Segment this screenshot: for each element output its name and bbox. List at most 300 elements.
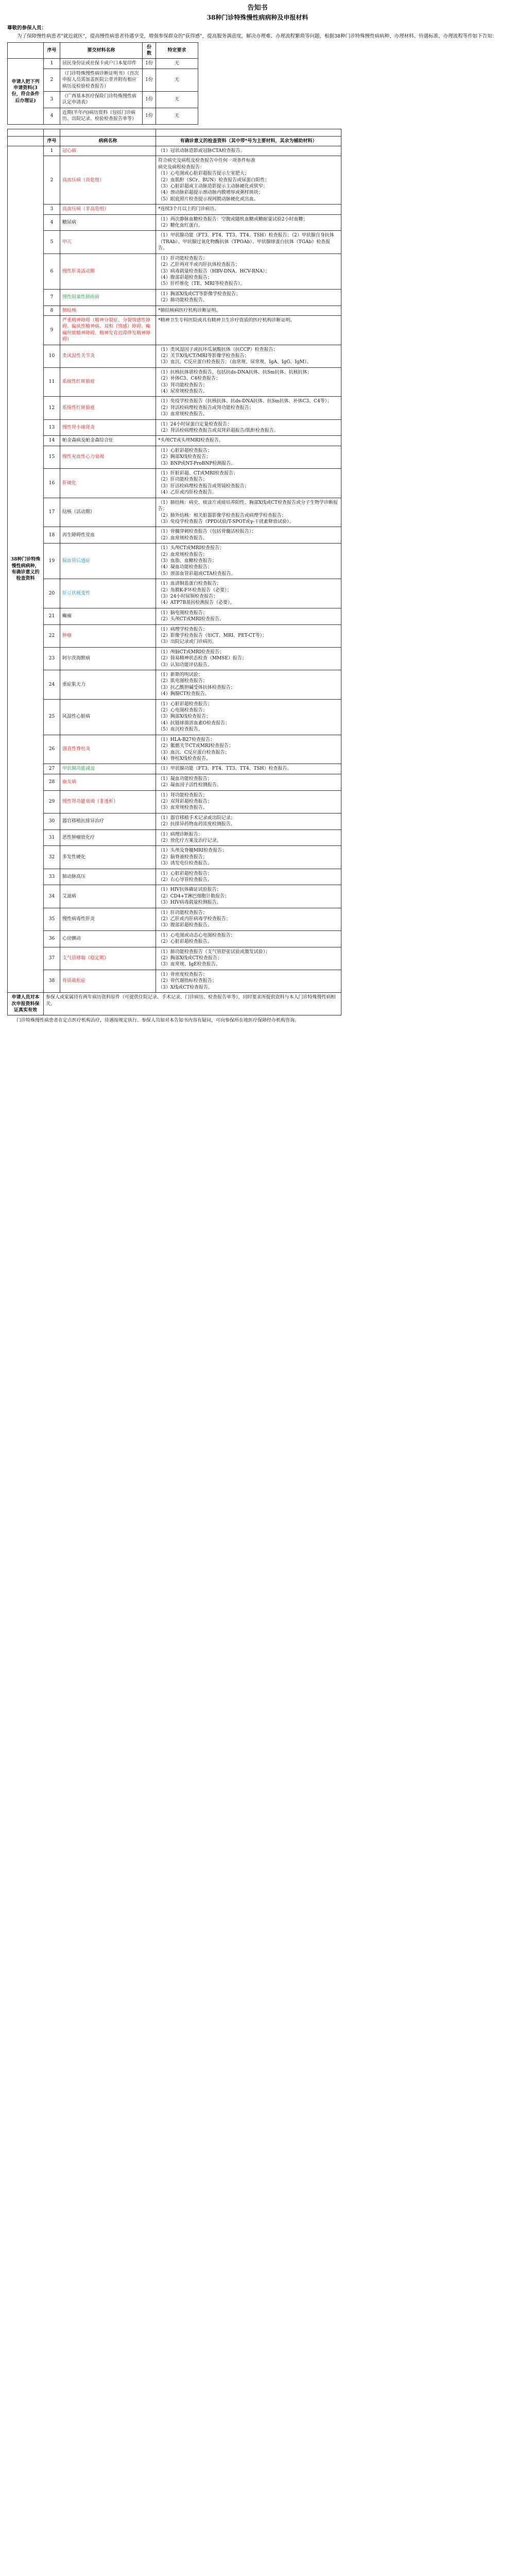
disease-materials xyxy=(156,790,341,813)
disease-name: 慢性肾功能衰竭（非透析） xyxy=(60,790,156,813)
material-item: （2）双肾彩超检查报告； xyxy=(158,799,212,804)
disease-no: 37 xyxy=(44,947,60,970)
disease-materials xyxy=(156,214,341,231)
disease-no: 4 xyxy=(44,214,60,231)
blank-cell xyxy=(8,129,44,136)
material-item: （2）抗排异药物血药浓度检测报告。 xyxy=(158,822,235,827)
disease-name: 冠心病 xyxy=(60,146,156,156)
disease-name: 慢性病毒性肝炎 xyxy=(60,908,156,930)
disease-materials xyxy=(156,306,341,315)
material-item: （3）HIV病毒载量检测报告。 xyxy=(158,900,221,906)
material-item: （2）肺外结核：相关脏器影像学检查报告或病理学检查报告； xyxy=(158,513,286,518)
disease-no: 34 xyxy=(44,885,60,908)
material-item: （2）骶髂关节CT或MRI检查报告； xyxy=(158,743,234,749)
disease-no: 15 xyxy=(44,446,60,468)
material-item: （3）肾功能检查报告； xyxy=(158,382,208,388)
disease-no: 19 xyxy=(44,544,60,579)
disease-name: 慢性充血性心力衰竭 xyxy=(60,446,156,468)
disease-row xyxy=(8,885,508,908)
material-item: （2）脑脊液检查报告； xyxy=(158,854,208,860)
disease-no: 28 xyxy=(44,774,60,790)
material-item: （1）病理学检查报告； xyxy=(158,626,208,632)
disease-table xyxy=(7,129,508,993)
material-item: （1）凝血功能检查报告； xyxy=(158,776,212,782)
material-item: （1）24小时尿蛋白定量检查报告； xyxy=(158,421,232,427)
disease-row xyxy=(8,624,508,647)
material-header-spacer xyxy=(198,42,508,59)
material-item: （1）心脏彩超检查报告； xyxy=(158,448,212,453)
material-item: （1）肾功能检查报告； xyxy=(158,792,208,798)
disease-materials xyxy=(156,699,341,735)
material-item: （2）补体C3、C4检查报告； xyxy=(158,376,220,382)
disease-no: 12 xyxy=(44,397,60,419)
disease-no: 26 xyxy=(44,735,60,764)
material-cell-name: 近期(半年内)病历资料（包括门诊病历、出院记录、检验检查报告单等） xyxy=(60,108,143,124)
disease-name: 高血压病（高危组） xyxy=(60,156,156,205)
material-item: （1）两次静脉血糖检查报告：空腹或随机血糖或糖耐量试验2小时血糖； xyxy=(158,216,308,222)
disease-materials xyxy=(156,544,341,579)
disease-name: 肝豆状核变性 xyxy=(60,579,156,608)
material-item: （4）ATP7B基因检测报告（必要）。 xyxy=(158,600,235,606)
disease-row xyxy=(8,289,508,306)
disease-materials xyxy=(156,231,341,253)
disease-name: 阿尔茨海默病 xyxy=(60,647,156,670)
material-item: （2）骨代谢指标检查报告； xyxy=(158,978,217,984)
disease-name: 慢性肝炎活动期 xyxy=(60,253,156,289)
disease-row xyxy=(8,436,508,446)
material-item: （2）血肌酐（SCr、BUN）检查报告或尿蛋白阳性； xyxy=(158,177,270,183)
material-item: （3）血常规检查报告。 xyxy=(158,805,208,811)
disease-name: 器官移植抗排异治疗 xyxy=(60,813,156,829)
material-item: （2）肌电图检查报告； xyxy=(158,679,208,684)
disease-row xyxy=(8,764,508,774)
page-title: 告知书 xyxy=(247,4,268,12)
material-group-header xyxy=(8,42,44,59)
disease-name: 肿瘤 xyxy=(60,624,156,647)
disease-row xyxy=(8,231,508,253)
intro-section xyxy=(7,25,508,40)
material-item: （1）冠状动脉造影或冠脉CTA检查报告。 xyxy=(158,148,245,154)
material-item: （1）胸部X线或CT等影像学检查报告； xyxy=(158,291,241,297)
disease-materials xyxy=(156,869,341,885)
disease-name: 癫痫 xyxy=(60,608,156,624)
disease-no: 31 xyxy=(44,829,60,846)
disease-name: 肝硬化 xyxy=(60,469,156,498)
disease-row xyxy=(8,774,508,790)
material-item: 符合病史及病程及检查报告中任何一项条件标准 xyxy=(158,158,256,164)
disease-side-header xyxy=(8,136,44,146)
material-row xyxy=(8,91,508,108)
disease-materials xyxy=(156,498,341,527)
material-cell-no: 4 xyxy=(44,108,60,124)
disease-side-label: 38种门诊特殊慢性病病种，有确诊意义的检查资料 xyxy=(8,146,44,993)
material-item: （3）抗乙酰胆碱受体抗体检查报告； xyxy=(158,685,235,690)
material-item: （4）胸腺CT检查报告。 xyxy=(158,691,210,697)
disease-row xyxy=(8,419,508,436)
material-item: （2）胸部X线或CT检查报告； xyxy=(158,956,222,961)
disease-materials xyxy=(156,367,341,397)
disease-row xyxy=(8,670,508,700)
disease-header-no: 序号 xyxy=(44,136,60,146)
disease-no: 16 xyxy=(44,469,60,498)
material-item: *肺结核病医疗机构诊断证明。 xyxy=(158,308,221,313)
disease-materials xyxy=(156,970,341,992)
disease-row xyxy=(8,315,508,345)
material-item: （1）骨髓穿刺检查报告（包括骨髓活检报告）； xyxy=(158,529,256,535)
material-item: （3）病毒载量检查报告（HBV-DNA、HCV-RNA）； xyxy=(158,268,270,274)
material-item: （1）肝功能检查报告； xyxy=(158,910,208,916)
material-item: （2）肾活检病理检查报告或肾功能检查报告； xyxy=(158,405,254,411)
disease-name: 血友病 xyxy=(60,774,156,790)
material-item: （1）肺结核：病史、痰涂片或痰培养阳性、胸部X线或CT检查报告或分子生物学诊断报告； xyxy=(158,500,338,512)
material-item: （2）糖化血红蛋白。 xyxy=(158,223,203,229)
disease-materials xyxy=(156,397,341,419)
disease-row xyxy=(8,306,508,315)
intro-paragraph: 为了保障慢性病患者"就近就医"，提高慢性病患者待遇享受，增强参保群众的"获得感"，提高服务满意度，解决办理难、办理流程繁琐等问题，根据38种门诊特殊慢性病病种、办理材料、待遇标准、办理流程等作如下告知： xyxy=(17,33,497,39)
disease-no: 8 xyxy=(44,306,60,315)
material-item: （3）血脂、血糖检查报告； xyxy=(158,558,217,564)
material-item: （2）血常规检查报告。 xyxy=(158,535,208,541)
disease-materials xyxy=(156,829,341,846)
material-item: （3）24小时尿铜检查报告； xyxy=(158,594,218,599)
material-item: （3）心脏彩超或主动脉造影提示主动脉硬化或狭窄； xyxy=(158,184,268,190)
material-item: （2）肝功能检查报告； xyxy=(158,477,208,483)
disease-materials xyxy=(156,205,341,214)
disease-materials xyxy=(156,774,341,790)
disease-row xyxy=(8,970,508,992)
disease-name: 系统性红斑狼疮 xyxy=(60,397,156,419)
disease-no: 13 xyxy=(44,419,60,436)
disease-row xyxy=(8,146,508,156)
disease-no: 1 xyxy=(44,146,60,156)
material-cell-req: 无 xyxy=(156,69,198,91)
material-item: （2）CD4+T淋巴细胞计数报告； xyxy=(158,893,230,899)
disease-name: 多发性硬化 xyxy=(60,846,156,869)
disease-name: 系统性红斑狼疮 xyxy=(60,367,156,397)
material-cell-copies: 1份 xyxy=(143,91,156,108)
material-item: （3）认知功能评估报告。 xyxy=(158,662,212,668)
disease-no: 36 xyxy=(44,930,60,947)
material-cell-copies: 1份 xyxy=(143,59,156,69)
bottom-table xyxy=(7,992,508,1015)
material-item: （1）心脏彩超检查报告； xyxy=(158,871,212,876)
material-header-copies: 份数 xyxy=(143,42,156,59)
material-item: （3）BNP或NT-ProBNP检测报告。 xyxy=(158,461,236,466)
material-item: （3）诱发电位检查报告。 xyxy=(158,861,212,867)
disease-row xyxy=(8,790,508,813)
disease-no: 2 xyxy=(44,156,60,205)
material-item: （1）心电图或动态心电图检查报告； xyxy=(158,933,235,938)
disease-materials xyxy=(156,846,341,869)
disease-row xyxy=(8,947,508,970)
disease-materials xyxy=(156,670,341,700)
disease-name: 甲亢 xyxy=(60,231,156,253)
disease-materials xyxy=(156,624,341,647)
material-item: （1）心电图或心脏彩超报告提示左室肥大； xyxy=(158,171,249,177)
material-item: *精神卫生专科医院或具有精神卫生诊疗资质的医疗机构诊断证明。 xyxy=(158,317,295,323)
disease-row xyxy=(8,544,508,579)
material-item: （2）乙肝两对半或丙肝抗体检查报告； xyxy=(158,262,240,268)
material-item: （4）凝血功能检查报告； xyxy=(158,565,212,570)
disease-row xyxy=(8,253,508,289)
disease-name: 肺结核 xyxy=(60,306,156,315)
disease-name: 支气管哮喘（稳定期） xyxy=(60,947,156,970)
material-item: （1）免疫学检查报告（抗核抗体、抗ds-DNA抗体、抗Sm抗体、补体C3、C4等）； xyxy=(158,399,332,404)
material-item: （1）心脏彩超检查报告； xyxy=(158,701,212,707)
material-item: （2）胸部X线检查报告； xyxy=(158,454,211,460)
material-cell-name: 《门诊特殊慢性病诊断证明书》（首次申报人员需加盖医院公章并附有相应病历及检验检查报告） xyxy=(60,69,143,91)
disease-name: 风湿性心脏病 xyxy=(60,699,156,735)
disease-name: 高血压病（非高危组） xyxy=(60,205,156,214)
material-item: （2）乙肝或丙肝病毒学检查报告； xyxy=(158,917,231,922)
disease-materials xyxy=(156,156,341,205)
bottom-text: 参保人或家属持有两年病历资料原件（可提供住院记录、手术记录、门诊病历、检查报告单等），同时要求所提供资料与本人门诊特殊慢性病相关。 xyxy=(44,993,341,1015)
disease-materials xyxy=(156,608,341,624)
material-item: （3）免疫学检查报告（PPD试验/T-SPOT或γ-干扰素释放试验）。 xyxy=(158,519,294,524)
material-item: （1）血清铜蓝蛋白检查报告； xyxy=(158,581,221,587)
material-item: （5）颈部血管彩超或CTA检查报告。 xyxy=(158,571,236,577)
material-item: （4）脊柱X线检查报告。 xyxy=(158,756,211,761)
disease-no: 32 xyxy=(44,846,60,869)
disease-no: 5 xyxy=(44,231,60,253)
disease-materials xyxy=(156,764,341,774)
disease-name: 帕金森病及帕金森综合征 xyxy=(60,436,156,446)
material-cell-no: 2 xyxy=(44,69,60,91)
disease-no: 38 xyxy=(44,970,60,992)
material-cell-no: 1 xyxy=(44,59,60,69)
material-item: （2）影像学检查报告（如CT、MRI、PET-CT等）； xyxy=(158,633,267,638)
disease-no: 29 xyxy=(44,790,60,813)
disease-materials xyxy=(156,315,341,345)
material-item: （1）HIV抗体确证试验报告； xyxy=(158,887,221,893)
disease-no: 25 xyxy=(44,699,60,735)
material-table xyxy=(7,42,508,125)
material-item: （2）关节X线/CT/MRI等影像学检查报告； xyxy=(158,353,249,359)
material-item: *头颅CT或头颅MRI检查报告。 xyxy=(158,438,224,444)
material-item: （2）角膜K-F环检查报告（必要）； xyxy=(158,587,232,593)
disease-row xyxy=(8,608,508,624)
disease-row xyxy=(8,498,508,527)
disease-materials xyxy=(156,436,341,446)
disease-no: 27 xyxy=(44,764,60,774)
material-item: （5）眼底照片检查提示视网膜动脉硬化或出血。 xyxy=(158,196,259,202)
material-item: （2）放化疗方案及治疗记录。 xyxy=(158,838,221,843)
material-item: （2）凝血因子活性检测报告。 xyxy=(158,783,221,788)
disease-name: 肺动脉高压 xyxy=(60,869,156,885)
disease-row xyxy=(8,699,508,735)
disease-no: 6 xyxy=(44,253,60,289)
material-item: （3）肝活检病理检查报告或胃镜检查报告； xyxy=(158,483,249,489)
disease-row xyxy=(8,829,508,846)
disease-row xyxy=(8,735,508,764)
disease-materials xyxy=(156,885,341,908)
material-header-req: 特定要求 xyxy=(156,42,198,59)
disease-row xyxy=(8,908,508,930)
disease-row xyxy=(8,469,508,498)
disease-row xyxy=(8,397,508,419)
disease-materials xyxy=(156,930,341,947)
material-item: （3）血沉、C反应蛋白检查报告；（血常规、尿常规、IgA、IgG、IgM）。 xyxy=(158,360,312,365)
material-item: （1）脑电图检查报告； xyxy=(158,610,208,616)
disease-materials xyxy=(156,146,341,156)
disease-materials xyxy=(156,419,341,436)
material-cell-req: 无 xyxy=(156,108,198,124)
material-item: （2）头颅CT或MRI检查报告。 xyxy=(158,617,225,622)
material-item: （2）心电图检查报告； xyxy=(158,708,208,714)
disease-name: 慢性阻塞性肺疾病 xyxy=(60,289,156,306)
disease-row xyxy=(8,579,508,608)
disease-name: 结核（活动期） xyxy=(60,498,156,527)
material-item: （1）肺功能检查报告（支气管舒张试验或激发试验）； xyxy=(158,949,270,955)
disease-no: 35 xyxy=(44,908,60,930)
material-item: （3）X线或CT检查报告。 xyxy=(158,985,213,990)
material-cell-req: 无 xyxy=(156,91,198,108)
disease-name: 甲状腺功能减退 xyxy=(60,764,156,774)
bottom-label: 申请人员对本次申报资料保证真实有效 xyxy=(8,993,44,1015)
material-item: （1）骨密度检查报告； xyxy=(158,972,208,977)
disease-header-materials: 有确诊意义的检查资料（其中带*号为主要材料，其余为辅助材料） xyxy=(156,136,341,146)
disease-no: 24 xyxy=(44,670,60,700)
material-item: （3）血常规检查报告。 xyxy=(158,412,208,417)
material-item: （2）肺功能检查报告。 xyxy=(158,298,208,303)
disease-no: 14 xyxy=(44,436,60,446)
disease-row xyxy=(8,930,508,947)
material-item: （1）甲状腺功能（FT3、FT4、TT3、TT4、TSH）检查报告；（2）甲状腺自身抗体（TRAb）、甲状腺过氧化物酶抗体（TPOAb）、甲状腺球蛋白抗体（TGAb）检查报告。 xyxy=(158,233,334,251)
disease-name: 脑血管后遗症 xyxy=(60,544,156,579)
material-group-label: 申请人把下列申请资料(3份，符合条件后办理证) xyxy=(8,59,44,124)
disease-no: 3 xyxy=(44,205,60,214)
disease-materials xyxy=(156,345,341,367)
salutation: 尊敬的参保人员： xyxy=(7,25,47,31)
material-item: （4）颈动脉彩超提示颈动脉内膜增厚或粥样斑块； xyxy=(158,190,263,196)
material-row xyxy=(8,108,508,124)
material-cell-copies: 1份 xyxy=(143,108,156,124)
material-item: （1）头颅及脊髓MRI检查报告； xyxy=(158,848,227,854)
material-item: （1）肝脏彩超、CT或MRI检查报告； xyxy=(158,471,238,477)
material-item: （2）血常规检查报告； xyxy=(158,552,208,557)
disease-name: 心房颤动 xyxy=(60,930,156,947)
disease-row xyxy=(8,846,508,869)
disease-materials xyxy=(156,947,341,970)
material-item: （4）腹部彩超检查报告； xyxy=(158,275,212,280)
disease-no: 33 xyxy=(44,869,60,885)
material-item: （2）肾活检病理检查报告或双肾彩超报告/肌酐检查报告。 xyxy=(158,428,279,434)
disease-no: 18 xyxy=(44,527,60,544)
material-item: （4）尿常规检查报告。 xyxy=(158,389,208,394)
material-item: 病史及病程检查报告： xyxy=(158,164,205,170)
disease-materials xyxy=(156,579,341,608)
page-subtitle: 38种门诊特殊慢性病病种及申报材料 xyxy=(207,14,308,21)
disease-materials xyxy=(156,469,341,498)
disease-no: 23 xyxy=(44,647,60,670)
material-item: （1）头颅CT或MRI检查报告； xyxy=(158,546,225,551)
material-header-name: 要交材料名称 xyxy=(60,42,143,59)
material-row xyxy=(8,69,508,91)
material-item: （4）抗链球菌溶血素O检查报告； xyxy=(158,720,230,726)
material-item: （3）胸部X线检查报告； xyxy=(158,714,211,720)
material-item: （1）病理诊断报告； xyxy=(158,832,203,837)
material-item: （1）器官移植手术记录或出院记录； xyxy=(158,815,235,821)
disease-name: 慢性肾小球肾炎 xyxy=(60,419,156,436)
disease-name: 糖尿病 xyxy=(60,214,156,231)
disease-name: 强直性脊柱炎 xyxy=(60,735,156,764)
material-item: （1）肝功能检查报告； xyxy=(158,256,208,261)
disease-name: 重症肌无力 xyxy=(60,670,156,700)
disease-name: 再生障碍性贫血 xyxy=(60,527,156,544)
material-item: （5）血沉检查报告。 xyxy=(158,727,203,733)
material-item: （1）颅脑CT或MRI检查报告； xyxy=(158,649,225,655)
material-cell-copies: 1份 xyxy=(143,69,156,91)
disease-no: 17 xyxy=(44,498,60,527)
disease-row xyxy=(8,446,508,468)
material-item: （1）抗核抗体谱检查报告，包括抗ds-DNA抗体、抗Sm抗体、抗核抗体； xyxy=(158,369,312,375)
disease-name: 恶性肿瘤放化疗 xyxy=(60,829,156,846)
disease-row xyxy=(8,869,508,885)
material-row xyxy=(8,59,508,69)
material-item: （1）新斯的明试验； xyxy=(158,672,203,678)
disease-materials xyxy=(156,527,341,544)
disease-row xyxy=(8,156,508,205)
disease-no: 9 xyxy=(44,315,60,345)
disease-row xyxy=(8,527,508,544)
disease-name: 严重精神障碍（精神分裂症、分裂情感性障碍、偏执性精神病、双相（情感）障碍、癫痫所致精神障碍、精神发育迟滞伴发精神障碍） xyxy=(60,315,156,345)
material-cell-name: 居民身份证或社保卡或户口本复印件 xyxy=(60,59,143,69)
disease-no: 22 xyxy=(44,624,60,647)
material-item: （3）腹部彩超检查报告。 xyxy=(158,923,212,928)
material-cell-req: 无 xyxy=(156,59,198,69)
disease-materials xyxy=(156,735,341,764)
disease-row xyxy=(8,647,508,670)
disease-materials xyxy=(156,289,341,306)
disease-materials xyxy=(156,908,341,930)
material-item: （2）简易精神状态检查（MMSE）报告； xyxy=(158,656,247,662)
material-item: （1）HLA-B27检查报告； xyxy=(158,737,215,742)
disease-materials xyxy=(156,446,341,468)
material-item: （1）甲状腺功能（FT3、FT4、TT3、TT4、TSH）检查报告。 xyxy=(158,766,292,772)
material-item: （3）血常规、IgE检查报告。 xyxy=(158,962,220,968)
closing-note: 门诊特殊慢性病患者在定点医疗机构治疗，待遇按规定执行。参保人员如对本告知书内容有疑问，可向参保所在地医疗保障经办机构咨询。 xyxy=(16,1018,300,1024)
disease-name: 类风湿性关节炎 xyxy=(60,345,156,367)
material-item: （2）右心导管检查报告。 xyxy=(158,877,212,883)
disease-row xyxy=(8,813,508,829)
disease-row xyxy=(8,205,508,214)
material-item: （4）乙肝或丙肝检查报告。 xyxy=(158,490,217,496)
disease-row xyxy=(8,367,508,397)
disease-no: 21 xyxy=(44,608,60,624)
disease-row xyxy=(8,214,508,231)
disease-no: 11 xyxy=(44,367,60,397)
material-item: （1）类风湿因子或抗环瓜氨酸抗体（抗CCP）检查报告； xyxy=(158,347,278,352)
material-item: （3）出院记录或门诊病历。 xyxy=(158,639,217,645)
disease-no: 30 xyxy=(44,813,60,829)
disease-no: 7 xyxy=(44,289,60,306)
disease-name: 骨质疏松症 xyxy=(60,970,156,992)
disease-name: 艾滋病 xyxy=(60,885,156,908)
material-item: （3）血沉、C反应蛋白检查报告； xyxy=(158,750,230,755)
material-cell-name: 《广西基本医疗保险门诊特殊慢性病认定申请表》 xyxy=(60,91,143,108)
material-header-no: 序号 xyxy=(44,42,60,59)
disease-row xyxy=(8,345,508,367)
disease-no: 20 xyxy=(44,579,60,608)
material-item: *连续3个月以上的门诊病历。 xyxy=(158,207,219,212)
disease-no: 10 xyxy=(44,345,60,367)
material-item: （5）肝纤维化（TE、MRI等检查报告）。 xyxy=(158,281,245,287)
disease-materials xyxy=(156,647,341,670)
disease-header-name: 病病名称 xyxy=(60,136,156,146)
material-item: （2）心脏彩超检查报告。 xyxy=(158,939,212,945)
material-cell-no: 3 xyxy=(44,91,60,108)
disease-materials xyxy=(156,253,341,289)
